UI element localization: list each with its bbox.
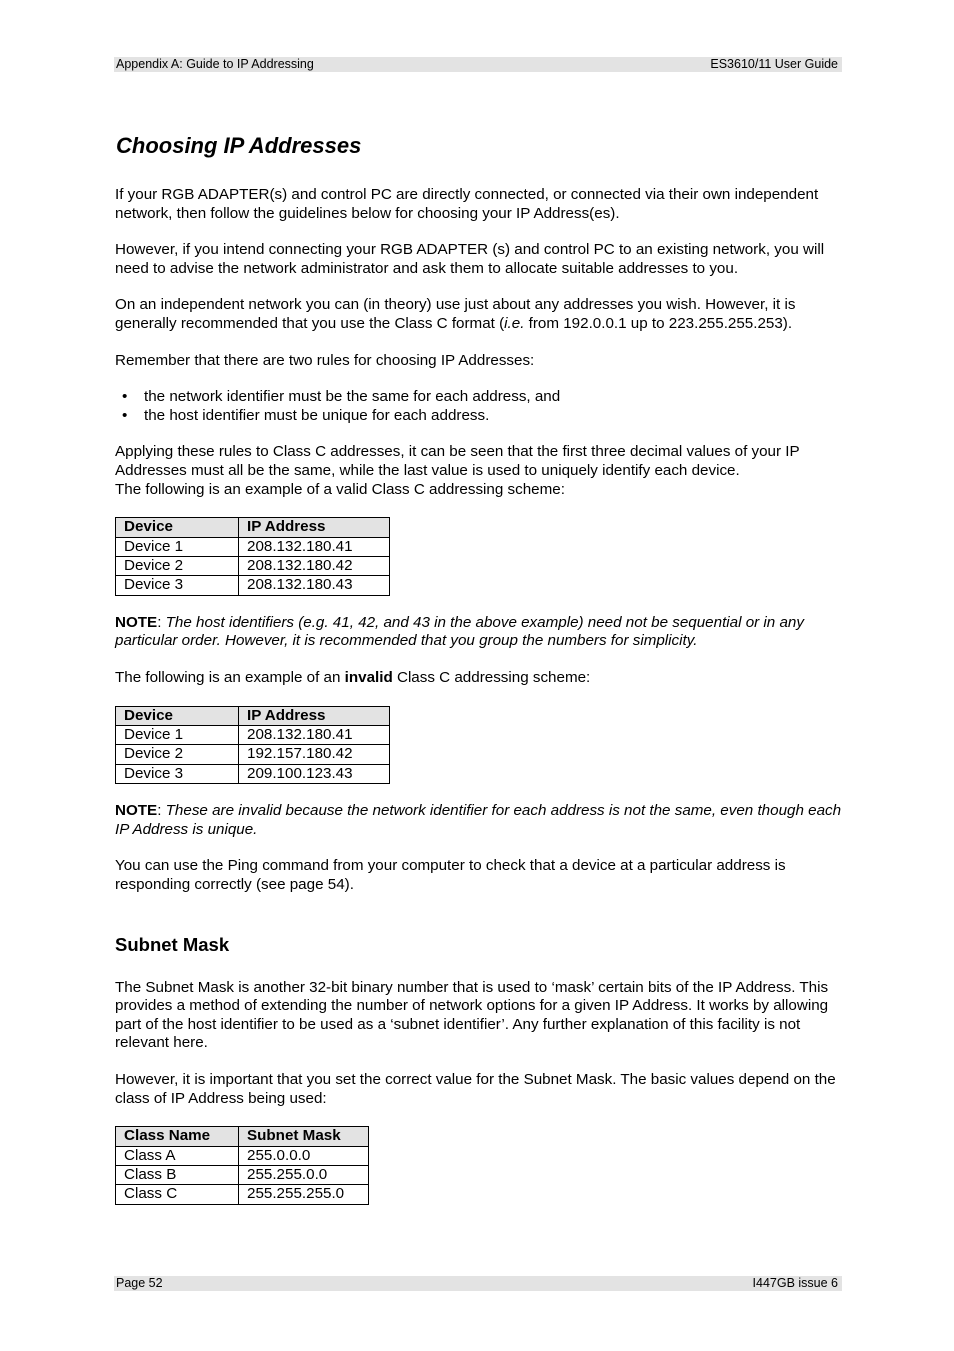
column-header-ip: IP Address [239, 706, 390, 725]
table-cell: 208.132.180.43 [239, 576, 390, 595]
list-item-text: the host identifier must be unique for each address. [144, 406, 490, 424]
valid-addressing-table [115, 517, 390, 596]
rules-list [115, 388, 843, 425]
note-label: NOTE [115, 613, 158, 631]
table-cell: 209.100.123.43 [239, 764, 390, 783]
header-right-text: ES3610/11 User Guide [710, 57, 838, 71]
table-cell: 255.255.255.0 [239, 1185, 369, 1204]
invalid-addressing-table [115, 706, 390, 785]
paragraph-subnet-intro: The Subnet Mask is another 32-bit binary number that is used to ‘mask’ certain bits of the IP Address. This provides a method of extending the number of network options for a given IP Address. It works by allowing part of the host identifier to be used as a ‘subnet identifier’. Any further explanation of this facility is not relevant here. [115, 978, 829, 1052]
header-left-text: Appendix A: Guide to IP Addressing [116, 57, 314, 71]
column-header-ip: IP Address [239, 518, 390, 537]
bullet-icon: • [122, 388, 128, 406]
column-header-mask: Subnet Mask [239, 1127, 369, 1146]
table-row [116, 576, 390, 595]
table-row [116, 1185, 369, 1204]
page-title: Choosing IP Addresses [116, 133, 362, 158]
table-cell: Device 2 [116, 745, 239, 764]
note-text: These are invalid because the network identifier for each address is not the same, even though each IP Address is unique. [115, 802, 842, 838]
column-header-device: Device [116, 706, 239, 725]
note-separator: : [157, 613, 166, 631]
invalid-bold-word: invalid [344, 668, 393, 686]
column-header-device: Device [116, 518, 239, 537]
table-cell: Device 1 [116, 537, 239, 556]
paragraph-invalid-example [115, 669, 843, 688]
table-row [116, 764, 390, 783]
table-cell: 192.157.180.42 [239, 745, 390, 764]
table-header-row [116, 518, 390, 537]
page-header [114, 57, 842, 72]
page-content [115, 130, 843, 1223]
table-row [116, 556, 390, 575]
table-cell: Class B [116, 1165, 239, 1184]
paragraph-intro: If your RGB ADAPTER(s) and control PC are directly connected, or connected via their own independent network, then follow the guidelines below for choosing your IP Address(es). [115, 186, 819, 222]
footer-issue: I447GB issue 6 [752, 1276, 838, 1290]
list-item-text: the network identifier must be the same for each address, and [144, 388, 561, 406]
table-cell: 208.132.180.41 [239, 725, 390, 744]
invalid-text-a: The following is an example of an [115, 668, 345, 686]
paragraph-ping: You can use the Ping command from your computer to check that a device at a particular address is responding correctly (see page 54). [115, 857, 786, 893]
table-cell: 255.255.0.0 [239, 1165, 369, 1184]
table-row [116, 725, 390, 744]
table-cell: Device 3 [116, 576, 239, 595]
section-spacer [115, 913, 843, 933]
table-cell: 208.132.180.42 [239, 556, 390, 575]
note-label: NOTE [115, 802, 158, 820]
table-row [116, 1165, 369, 1184]
table-header-row [116, 1127, 369, 1146]
subnet-mask-table [115, 1126, 369, 1205]
table-cell: Class C [116, 1185, 239, 1204]
note-invalid [115, 802, 843, 839]
paragraph-class-c-text-b: from 192.0.0.1 up to 223.255.255.253). [524, 314, 793, 332]
note-sequential [115, 614, 843, 651]
table-cell: Device 3 [116, 764, 239, 783]
bullet-icon: • [122, 406, 128, 424]
table-cell: 208.132.180.41 [239, 537, 390, 556]
note-separator: : [157, 802, 166, 820]
table-row [116, 537, 390, 556]
paragraph-class-c-text-a: On an independent network you can (in theory) use just about any addresses you wish. However, it is generally recommended that you use the Class C format ( [115, 296, 796, 332]
paragraph-valid-example: The following is an example of a valid Class C addressing scheme: [115, 480, 565, 498]
column-header-class: Class Name [116, 1127, 239, 1146]
table-cell: 255.0.0.0 [239, 1146, 369, 1165]
footer-page-number: Page 52 [116, 1276, 163, 1290]
ie-italic: i.e. [504, 314, 525, 332]
table-cell: Device 2 [116, 556, 239, 575]
invalid-text-c: Class C addressing scheme: [392, 668, 591, 686]
paragraph-subnet-values: However, it is important that you set the correct value for the Subnet Mask. The basic values depend on the class of IP Address being used: [115, 1070, 836, 1107]
table-row [116, 1146, 369, 1165]
paragraph-existing-network: However, if you intend connecting your RGB ADAPTER (s) and control PC to an existing network, you will need to advise the network administrator and ask them to allocate suitable addresses to you. [115, 241, 825, 277]
paragraph-class-c [115, 296, 843, 333]
table-row [116, 745, 390, 764]
note-text: The host identifiers (e.g. 41, 42, and 43 in the above example) need not be sequential or in any particular order. However, it is recommended that you group the numbers for simplicity. [115, 613, 804, 650]
page-footer [114, 1276, 842, 1291]
paragraph-applying-rules: Applying these rules to Class C addresses, it can be seen that the first three decimal values of your IP Addresses must all be the same, while the last value is used to uniquely identify each device. [115, 443, 800, 479]
table-cell: Class A [116, 1146, 239, 1165]
list-item [115, 388, 843, 407]
section-title-subnet-mask: Subnet Mask [115, 933, 230, 955]
paragraph-rules-intro: Remember that there are two rules for choosing IP Addresses: [115, 351, 535, 369]
table-cell: Device 1 [116, 725, 239, 744]
table-header-row [116, 706, 390, 725]
list-item [115, 407, 843, 426]
